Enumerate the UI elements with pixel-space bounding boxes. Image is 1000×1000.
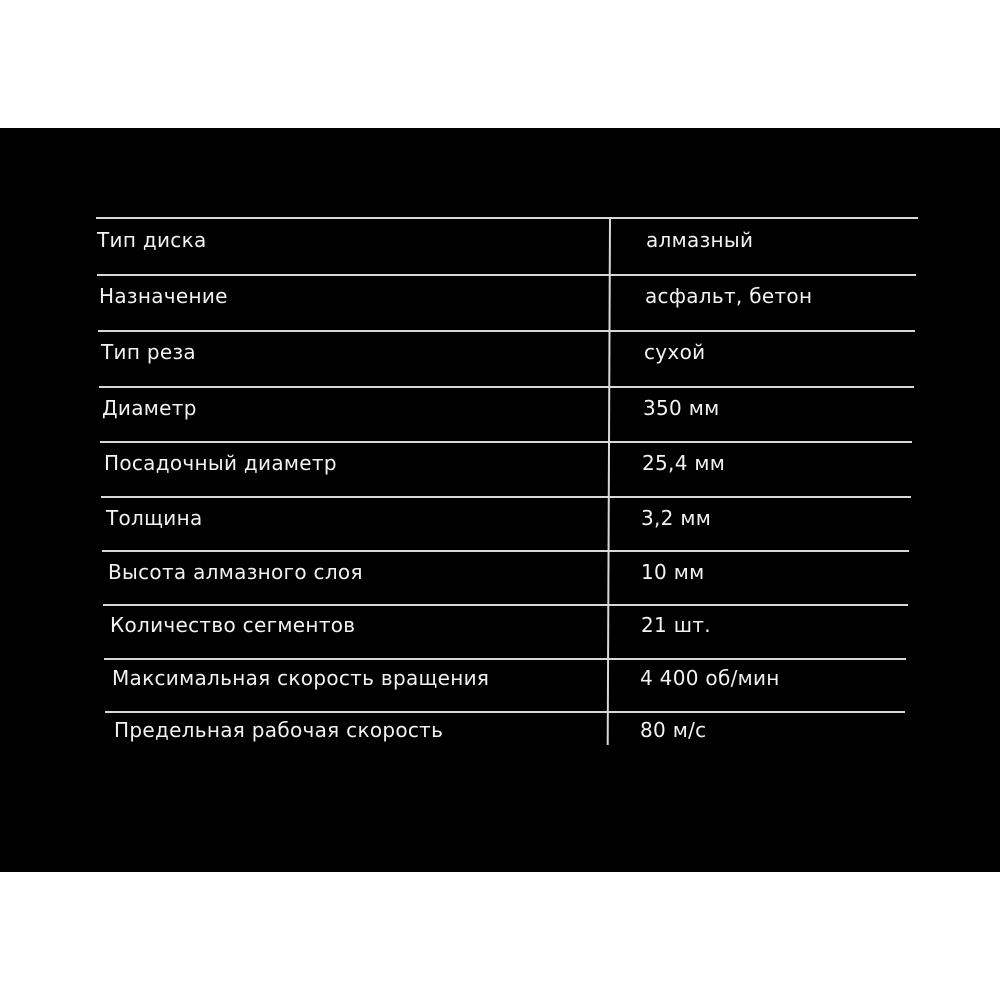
spec-value: сухой	[644, 340, 706, 364]
row-separator	[99, 386, 914, 388]
row-separator	[105, 711, 905, 713]
spec-value: алмазный	[646, 228, 754, 252]
spec-label: Предельная рабочая скорость	[114, 718, 444, 742]
spec-label: Толщина	[106, 506, 203, 530]
spec-label: Количество сегментов	[110, 613, 356, 637]
spec-value: 21 шт.	[641, 613, 711, 637]
spec-label: Высота алмазного слоя	[108, 560, 363, 584]
spec-value: 4 400 об/мин	[640, 666, 780, 690]
spec-value: 80 м/с	[640, 718, 707, 742]
spec-value: 10 мм	[641, 560, 705, 584]
row-separator	[104, 658, 906, 660]
row-separator	[100, 441, 912, 443]
spec-panel	[0, 128, 1000, 872]
row-separator	[98, 330, 915, 332]
spec-label: Тип диска	[97, 228, 207, 252]
spec-label: Посадочный диаметр	[104, 451, 337, 475]
spec-value: 25,4 мм	[642, 451, 726, 475]
spec-value: 3,2 мм	[641, 506, 712, 530]
row-separator	[96, 217, 918, 219]
row-separator	[97, 274, 916, 276]
spec-label: Диаметр	[102, 396, 197, 420]
spec-value: 350 мм	[643, 396, 720, 420]
spec-label: Назначение	[99, 284, 228, 308]
spec-label: Максимальная скорость вращения	[112, 666, 490, 690]
column-divider	[607, 217, 611, 745]
row-separator	[102, 550, 909, 552]
spec-value: асфальт, бетон	[645, 284, 813, 308]
row-separator	[101, 496, 911, 498]
row-separator	[103, 604, 908, 606]
spec-label: Тип реза	[101, 340, 196, 364]
